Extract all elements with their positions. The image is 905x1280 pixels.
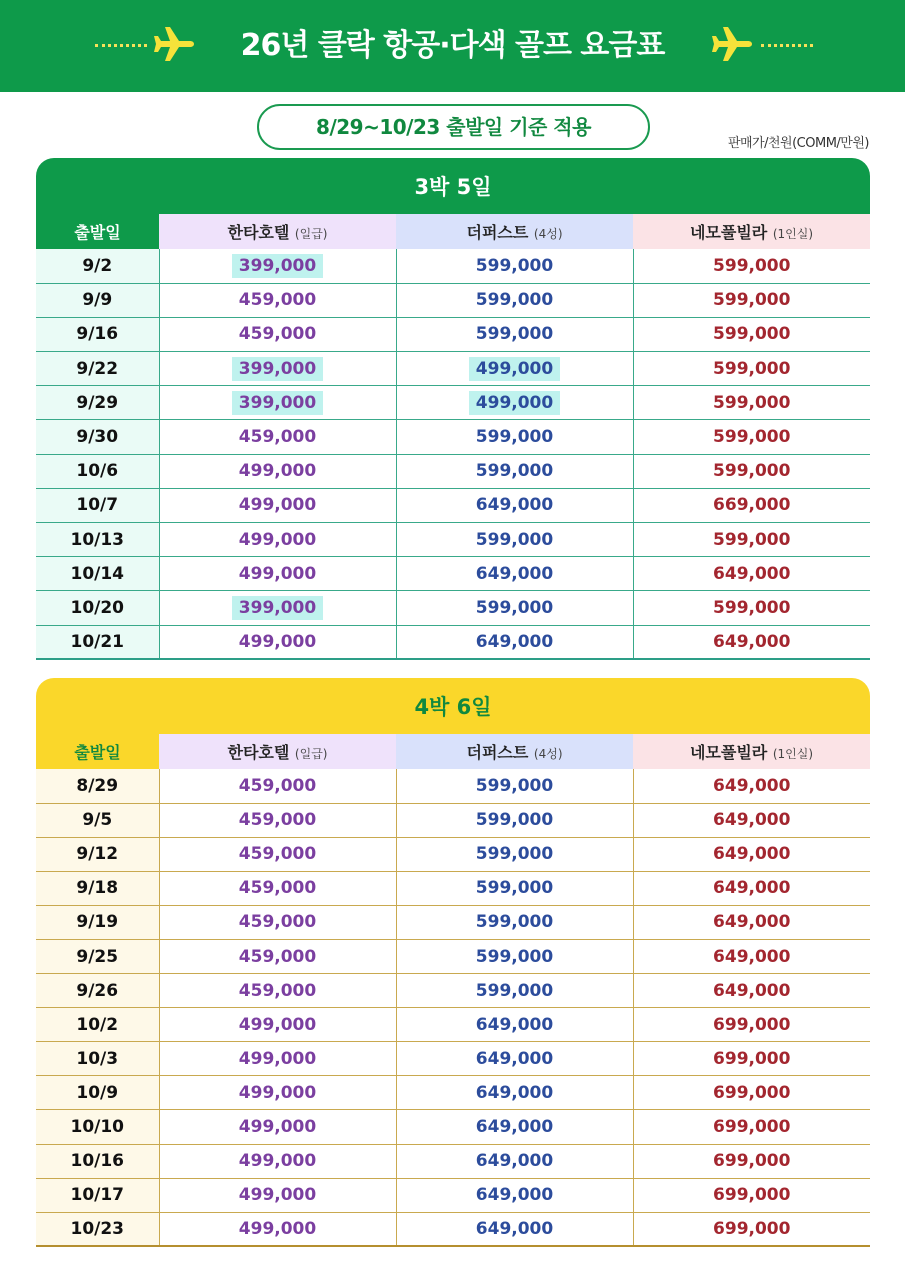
price-value: 459,000 <box>238 946 317 967</box>
price-value: 649,000 <box>475 1014 554 1035</box>
hanta-price-cell <box>159 317 396 351</box>
hanta-price-cell <box>159 420 396 454</box>
nemo-price-cell <box>633 352 870 386</box>
price-value: 499,000 <box>238 1116 317 1137</box>
hanta-price-cell <box>159 283 396 317</box>
date-value: 10/3 <box>76 1048 119 1069</box>
price-value: 459,000 <box>238 290 317 311</box>
nemo-price-cell <box>633 939 870 973</box>
date-value: 10/17 <box>70 1185 125 1206</box>
column-header-first: 더퍼스트 (4성) <box>396 214 633 249</box>
unit-note: 판매가/천원(COMM/만원) <box>727 136 869 151</box>
date-cell <box>36 1144 159 1178</box>
date-cell <box>36 939 159 973</box>
nemo-price-cell <box>633 1076 870 1110</box>
airplane-icon <box>710 22 754 66</box>
price-value: 649,000 <box>475 1116 554 1137</box>
hanta-price-cell <box>159 1076 396 1110</box>
price-value: 499,000 <box>238 1014 317 1035</box>
date-value: 9/16 <box>76 324 119 345</box>
nemo-price-cell <box>633 488 870 522</box>
date-value: 9/2 <box>82 255 113 276</box>
hanta-price-cell <box>159 974 396 1008</box>
hanta-price-cell <box>159 488 396 522</box>
first-price-cell <box>396 625 633 659</box>
hanta-price-cell <box>159 386 396 420</box>
column-header-first: 더퍼스트 (4성) <box>396 734 633 769</box>
table-body <box>36 769 870 1246</box>
first-price-cell <box>396 1076 633 1110</box>
price-value: 459,000 <box>238 844 317 865</box>
date-value: 10/6 <box>76 461 119 482</box>
first-price-cell <box>396 1178 633 1212</box>
table-row <box>36 488 870 522</box>
date-value: 9/19 <box>76 912 119 933</box>
price-value: 599,000 <box>713 597 791 618</box>
nemo-price-cell <box>633 420 870 454</box>
first-price-cell <box>396 591 633 625</box>
price-value: 699,000 <box>713 1151 791 1172</box>
date-cell <box>36 837 159 871</box>
nemo-price-cell <box>633 454 870 488</box>
date-value: 10/21 <box>70 631 125 652</box>
price-value: 599,000 <box>475 810 554 831</box>
hanta-price-cell <box>159 1110 396 1144</box>
date-cell <box>36 625 159 659</box>
period-pill: 8/29~10/23 출발일 기준 적용 <box>257 104 650 150</box>
table-row <box>36 352 870 386</box>
nemo-price-cell <box>633 905 870 939</box>
first-price-cell <box>396 871 633 905</box>
price-value: 599,000 <box>475 980 554 1001</box>
price-table <box>36 214 870 660</box>
price-value: 649,000 <box>713 844 791 865</box>
first-price-cell <box>396 283 633 317</box>
column-header-hanta: 한타호텔 (일급) <box>159 734 396 769</box>
date-value: 9/29 <box>76 392 119 413</box>
nemo-price-cell <box>633 871 870 905</box>
column-header-date: 출발일 <box>36 214 159 249</box>
page-title: 26년 클락 항공·다색 골프 요금표 <box>240 28 665 63</box>
date-cell <box>36 1042 159 1076</box>
price-value: 459,000 <box>238 775 317 796</box>
price-value: 599,000 <box>475 775 554 796</box>
date-value: 10/16 <box>70 1151 125 1172</box>
date-value: 10/13 <box>70 529 125 550</box>
price-value: 649,000 <box>475 631 554 652</box>
table-row <box>36 939 870 973</box>
first-price-cell <box>396 454 633 488</box>
hanta-price-cell <box>159 769 396 803</box>
nemo-price-cell <box>633 1008 870 1042</box>
price-value: 649,000 <box>475 1185 554 1206</box>
date-value: 9/9 <box>82 290 113 311</box>
first-price-cell <box>396 1212 633 1246</box>
price-value: 599,000 <box>475 912 554 933</box>
price-value-highlighted: 399,000 <box>232 596 323 620</box>
price-value-highlighted: 499,000 <box>469 391 560 415</box>
date-value: 10/20 <box>70 597 125 618</box>
hanta-price-cell <box>159 1008 396 1042</box>
nemo-price-cell <box>633 523 870 557</box>
date-cell <box>36 974 159 1008</box>
hanta-price-cell <box>159 1178 396 1212</box>
price-value: 649,000 <box>713 946 791 967</box>
first-price-cell <box>396 523 633 557</box>
date-value: 9/26 <box>76 980 119 1001</box>
price-value: 599,000 <box>475 844 554 865</box>
price-value: 599,000 <box>713 255 791 276</box>
date-cell <box>36 420 159 454</box>
price-value: 599,000 <box>475 878 554 899</box>
price-value: 499,000 <box>238 461 317 482</box>
hanta-price-cell <box>159 591 396 625</box>
hanta-price-cell <box>159 803 396 837</box>
date-value: 8/29 <box>76 775 119 796</box>
price-value: 599,000 <box>713 324 791 345</box>
price-value: 669,000 <box>713 495 791 516</box>
date-value: 10/2 <box>76 1014 119 1035</box>
price-value: 649,000 <box>475 1219 554 1240</box>
first-price-cell <box>396 420 633 454</box>
date-value: 10/10 <box>70 1116 125 1137</box>
price-value-highlighted: 399,000 <box>232 254 323 278</box>
price-value: 649,000 <box>475 495 554 516</box>
table-row <box>36 1110 870 1144</box>
price-value: 499,000 <box>238 631 317 652</box>
price-value: 699,000 <box>713 1185 791 1206</box>
section-title: 3박 5일 <box>36 158 870 214</box>
nemo-price-cell <box>633 1212 870 1246</box>
table-row <box>36 905 870 939</box>
table-row <box>36 283 870 317</box>
hanta-price-cell <box>159 352 396 386</box>
hanta-price-cell <box>159 523 396 557</box>
price-value: 599,000 <box>713 392 791 413</box>
nemo-price-cell <box>633 803 870 837</box>
nemo-price-cell <box>633 1042 870 1076</box>
table-row <box>36 803 870 837</box>
price-value: 499,000 <box>238 1151 317 1172</box>
table-row <box>36 386 870 420</box>
price-value: 599,000 <box>475 290 554 311</box>
date-cell <box>36 1212 159 1246</box>
price-value: 599,000 <box>475 255 554 276</box>
nemo-price-cell <box>633 837 870 871</box>
date-value: 9/22 <box>76 358 119 379</box>
table-row <box>36 1178 870 1212</box>
first-price-cell <box>396 386 633 420</box>
table-row <box>36 591 870 625</box>
first-price-cell <box>396 939 633 973</box>
table-row <box>36 1212 870 1246</box>
price-table <box>36 734 870 1247</box>
column-header-hanta: 한타호텔 (일급) <box>159 214 396 249</box>
first-price-cell <box>396 317 633 351</box>
table-row <box>36 523 870 557</box>
price-value: 459,000 <box>238 912 317 933</box>
price-value-highlighted: 399,000 <box>232 357 323 381</box>
price-value: 649,000 <box>713 980 791 1001</box>
date-cell <box>36 317 159 351</box>
nemo-price-cell <box>633 386 870 420</box>
price-value: 459,000 <box>238 878 317 899</box>
first-price-cell <box>396 905 633 939</box>
nemo-price-cell <box>633 1110 870 1144</box>
table-header-row <box>36 734 870 769</box>
nemo-price-cell <box>633 557 870 591</box>
table-row <box>36 769 870 803</box>
date-value: 9/5 <box>82 810 113 831</box>
table-row <box>36 249 870 283</box>
date-cell <box>36 769 159 803</box>
nemo-price-cell <box>633 591 870 625</box>
price-value: 649,000 <box>475 563 554 584</box>
price-value: 459,000 <box>238 324 317 345</box>
price-value: 599,000 <box>713 461 791 482</box>
table-row <box>36 871 870 905</box>
hanta-price-cell <box>159 625 396 659</box>
price-value-highlighted: 499,000 <box>469 357 560 381</box>
price-value: 599,000 <box>475 529 554 550</box>
nemo-price-cell <box>633 769 870 803</box>
first-price-cell <box>396 1008 633 1042</box>
table-row <box>36 625 870 659</box>
price-value: 599,000 <box>713 358 791 379</box>
first-price-cell <box>396 803 633 837</box>
hanta-price-cell <box>159 557 396 591</box>
table-row <box>36 1144 870 1178</box>
price-value: 699,000 <box>713 1116 791 1137</box>
price-value: 499,000 <box>238 495 317 516</box>
table-row <box>36 317 870 351</box>
hanta-price-cell <box>159 871 396 905</box>
price-value: 649,000 <box>713 775 791 796</box>
date-value: 10/14 <box>70 563 125 584</box>
price-value: 649,000 <box>475 1048 554 1069</box>
table-row <box>36 420 870 454</box>
first-price-cell <box>396 488 633 522</box>
column-header-nemo: 네모풀빌라 (1인실) <box>633 214 870 249</box>
date-cell <box>36 454 159 488</box>
table-row <box>36 1042 870 1076</box>
price-value: 459,000 <box>238 810 317 831</box>
price-value: 499,000 <box>238 1048 317 1069</box>
section-title: 4박 6일 <box>36 678 870 734</box>
price-value: 599,000 <box>713 529 791 550</box>
date-value: 9/30 <box>76 427 119 448</box>
date-value: 10/9 <box>76 1082 119 1103</box>
table-row <box>36 837 870 871</box>
first-price-cell <box>396 1144 633 1178</box>
table-header-row <box>36 214 870 249</box>
date-cell <box>36 1110 159 1144</box>
price-value: 649,000 <box>713 878 791 899</box>
table-row <box>36 1008 870 1042</box>
price-value: 459,000 <box>238 427 317 448</box>
date-cell <box>36 1076 159 1110</box>
price-value: 599,000 <box>475 427 554 448</box>
date-cell <box>36 283 159 317</box>
column-header-nemo: 네모풀빌라 (1인실) <box>633 734 870 769</box>
price-value: 649,000 <box>713 810 791 831</box>
hanta-price-cell <box>159 454 396 488</box>
table-row <box>36 1076 870 1110</box>
price-value: 599,000 <box>475 461 554 482</box>
price-value: 649,000 <box>713 912 791 933</box>
first-price-cell <box>396 1042 633 1076</box>
date-value: 10/7 <box>76 495 119 516</box>
date-cell <box>36 523 159 557</box>
date-cell <box>36 591 159 625</box>
table-body <box>36 249 870 659</box>
price-value: 599,000 <box>713 290 791 311</box>
price-value: 499,000 <box>238 1185 317 1206</box>
nemo-price-cell <box>633 317 870 351</box>
date-value: 9/18 <box>76 878 119 899</box>
hanta-price-cell <box>159 249 396 283</box>
date-cell <box>36 249 159 283</box>
dotted-line-right <box>761 44 813 47</box>
first-price-cell <box>396 249 633 283</box>
hanta-price-cell <box>159 1042 396 1076</box>
price-value: 599,000 <box>475 597 554 618</box>
price-value: 699,000 <box>713 1014 791 1035</box>
price-value: 699,000 <box>713 1082 791 1103</box>
nemo-price-cell <box>633 1144 870 1178</box>
nemo-price-cell <box>633 625 870 659</box>
first-price-cell <box>396 769 633 803</box>
first-price-cell <box>396 974 633 1008</box>
first-price-cell <box>396 557 633 591</box>
price-table-4n6d <box>36 678 870 1247</box>
hanta-price-cell <box>159 1144 396 1178</box>
nemo-price-cell <box>633 1178 870 1212</box>
price-value: 499,000 <box>238 529 317 550</box>
nemo-price-cell <box>633 283 870 317</box>
date-cell <box>36 488 159 522</box>
price-value-highlighted: 399,000 <box>232 391 323 415</box>
hanta-price-cell <box>159 837 396 871</box>
price-value: 649,000 <box>475 1151 554 1172</box>
price-value: 649,000 <box>713 563 791 584</box>
first-price-cell <box>396 1110 633 1144</box>
table-row <box>36 454 870 488</box>
first-price-cell <box>396 837 633 871</box>
date-value: 9/25 <box>76 946 119 967</box>
price-value: 699,000 <box>713 1048 791 1069</box>
price-value: 699,000 <box>713 1219 791 1240</box>
price-value: 649,000 <box>475 1082 554 1103</box>
hanta-price-cell <box>159 905 396 939</box>
date-cell <box>36 1178 159 1212</box>
date-cell <box>36 871 159 905</box>
date-cell <box>36 352 159 386</box>
date-cell <box>36 386 159 420</box>
price-value: 499,000 <box>238 1082 317 1103</box>
date-cell <box>36 905 159 939</box>
date-value: 9/12 <box>76 844 119 865</box>
date-cell <box>36 557 159 591</box>
price-value: 599,000 <box>475 946 554 967</box>
date-cell <box>36 803 159 837</box>
price-value: 499,000 <box>238 1219 317 1240</box>
column-header-date: 출발일 <box>36 734 159 769</box>
nemo-price-cell <box>633 974 870 1008</box>
price-table-3n5d <box>36 158 870 660</box>
price-value: 649,000 <box>713 631 791 652</box>
price-value: 599,000 <box>475 324 554 345</box>
hanta-price-cell <box>159 1212 396 1246</box>
title-banner <box>0 0 905 92</box>
price-value: 499,000 <box>238 563 317 584</box>
hanta-price-cell <box>159 939 396 973</box>
date-cell <box>36 1008 159 1042</box>
price-value: 459,000 <box>238 980 317 1001</box>
first-price-cell <box>396 352 633 386</box>
nemo-price-cell <box>633 249 870 283</box>
price-value: 599,000 <box>713 427 791 448</box>
table-row <box>36 974 870 1008</box>
table-row <box>36 557 870 591</box>
date-value: 10/23 <box>70 1219 125 1240</box>
